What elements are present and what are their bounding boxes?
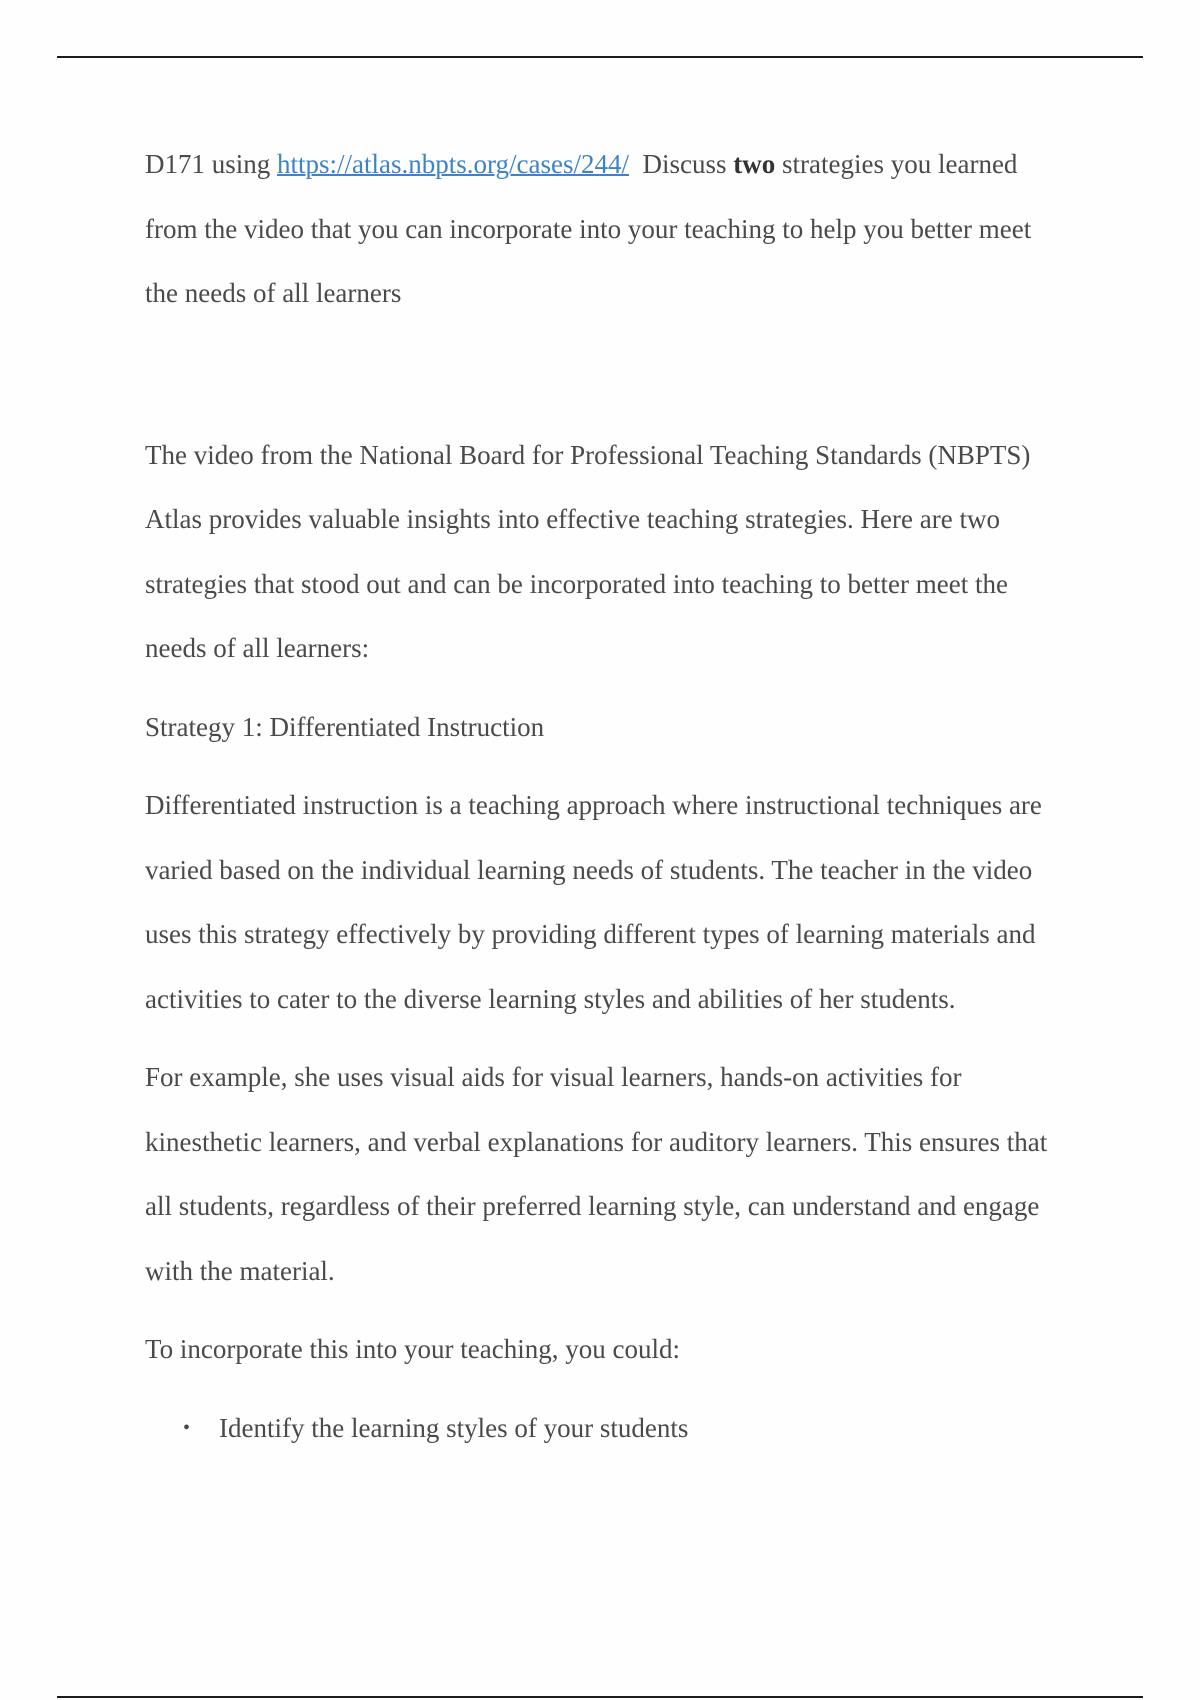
- strategy-1-lead-in: To incorporate this into your teaching, you could:: [145, 1334, 680, 1364]
- atlas-case-link[interactable]: https://atlas.nbpts.org/cases/244/: [277, 149, 629, 179]
- strategy-1-description: Differentiated instruction is a teaching approach where instructional techniques are varied based on the individual learning needs of students. The teacher in the video uses this strategy effectively by providing different types of learning materials and activities to cater to the diverse learning styles and abilities of her students.: [145, 790, 1042, 1014]
- prompt-rest: strategies you learned from the video that you can incorporate into your teaching to help you better meet the needs of all learners: [145, 149, 1032, 308]
- strategy-1-list: [145, 1396, 1060, 1461]
- top-rule: [57, 56, 1143, 58]
- assignment-prompt: [145, 132, 1060, 326]
- list-item: [145, 1396, 1060, 1461]
- prompt-middle: Discuss: [629, 149, 734, 179]
- prompt-prefix: D171 using: [145, 149, 278, 179]
- strategy-1-example: For example, she uses visual aids for visual learners, hands-on activities for kinesthetic learners, and verbal explanations for auditory learners. This ensures that all students, regardless of their preferred learning style, can understand and engage with the material.: [145, 1062, 1048, 1286]
- list-item-text: Identify the learning styles of your students: [219, 1412, 689, 1443]
- document-body: [145, 132, 1060, 1460]
- strategy-1-heading: Strategy 1: Differentiated Instruction: [145, 711, 545, 742]
- bottom-rule: [57, 1696, 1143, 1698]
- intro-paragraph: The video from the National Board for Professional Teaching Standards (NBPTS) Atlas provides valuable insights into effective teaching strategies. Here are two strategies that stood out and can be incorporated into teaching to better meet the needs of all learners:: [145, 439, 1031, 663]
- bullet-icon: •: [183, 1416, 191, 1439]
- prompt-emphasis: two: [733, 149, 776, 179]
